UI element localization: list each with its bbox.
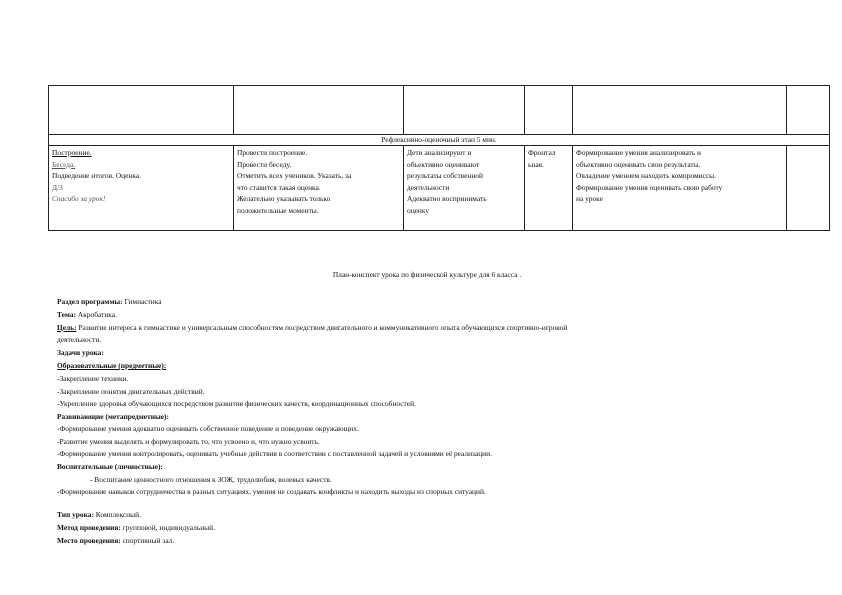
section-value: Гимнастика	[122, 297, 162, 306]
cell-text: ьная.	[528, 159, 544, 169]
empty-cell	[787, 146, 830, 231]
developmental-label: Развивающие (метапредметные):	[57, 412, 169, 421]
cell-text: Овладение умением находить компромиссы.	[576, 171, 716, 180]
upbringing-label: Воспитательные (личностные):	[57, 462, 163, 471]
developmental-item: -Формирование умения контролировать, оценивать учебные действия в соответствии с поставленной задачей и условиями её реализации.	[57, 449, 492, 458]
cell-text: деятельности	[407, 182, 450, 192]
topic-line	[57, 310, 117, 319]
cell-text: Беседа.	[52, 159, 76, 169]
lesson-type-value: Комплексный.	[93, 510, 141, 519]
cell-text: Дети анализируют и	[407, 148, 472, 157]
place-line	[57, 536, 174, 545]
cell-text: результаты собственной	[407, 171, 483, 180]
table-row	[49, 86, 830, 135]
educational-label: Образовательные (предметные):	[57, 361, 167, 370]
student-activity-cell	[404, 146, 525, 231]
cell-text: Провести беседу.	[237, 159, 292, 169]
plan-title: План-конспект урока по физической культуре для 6 класса .	[332, 270, 522, 279]
upbringing-item: -Формирование навыков сотрудничества в разных ситуациях, умения не создавать конфликты и находить выходы из спорных ситуаций.	[57, 487, 486, 496]
teacher-activity-cell	[234, 146, 404, 231]
cell-text: Спасибо за урок!	[52, 194, 106, 203]
educational-item: -Закрепление техники.	[57, 374, 129, 383]
cell-text: объективно оценивают	[407, 159, 480, 169]
cell-text: на уроке	[576, 194, 603, 203]
method-label: Метод проведения:	[57, 523, 121, 532]
stage-title: Рефлексивно-оценочный этап 5 мин.	[49, 135, 830, 146]
form-cell	[525, 146, 573, 231]
method-value: групповой, индивидуальный.	[120, 523, 215, 532]
cell-text: что ставится такая оценка.	[237, 182, 321, 192]
goal-line	[57, 323, 567, 332]
method-line	[57, 523, 215, 532]
goal-value: Развитие интереса к гимнастике и универсальным способностям посредством двигательного и коммуникативного опыта обучающихся спортивно-игровой	[76, 323, 568, 332]
lesson-type-line	[57, 510, 141, 519]
cell-text: оценку	[407, 205, 430, 215]
developmental-item: -Развитие умения выделять и формулировать то, что усвоено и, что нужно усвоить.	[57, 437, 320, 446]
educational-item: -Укрепление здоровья обучающихся посредством развития физических качеств, координационных способностей.	[57, 399, 416, 408]
section-line	[57, 297, 162, 306]
cell-text: Формирование умения анализировать и	[576, 148, 701, 157]
table-row	[49, 135, 830, 146]
lesson-table	[48, 85, 830, 231]
place-label: Место проведения:	[57, 536, 121, 545]
developmental-item: -Формирование умения адекватно оценивать собственное поведение и поведение окружающих.	[57, 424, 359, 433]
cell-text: Формирование умения оценивать свою работу	[576, 182, 723, 192]
section-label: Раздел программы:	[57, 297, 123, 306]
cell-text: Подведение итогов. Оценка.	[52, 171, 141, 180]
table-row	[49, 146, 830, 231]
cell-text: Желательно указывать только	[237, 194, 331, 203]
cell-text: положительные моменты.	[237, 205, 319, 215]
goal-continuation: деятельности.	[57, 335, 102, 344]
cell-text: Д/З	[52, 182, 63, 192]
cell-text: объективно оценивать свои результаты.	[576, 159, 701, 169]
cell-text: Фронтал	[528, 148, 556, 157]
topic-label: Тема:	[57, 310, 77, 319]
cell-text: Провести построение.	[237, 148, 308, 157]
goal-label: Цель:	[57, 323, 77, 332]
cell-text: Отметить всех учеников. Указать, за	[237, 171, 352, 180]
tasks-label: Задачи урока:	[57, 348, 104, 357]
teacher-stage-cell	[49, 146, 234, 231]
cell-text: Построение.	[52, 148, 92, 157]
uud-cell	[573, 146, 787, 231]
educational-item: -Закрепление понятия двигательных действий.	[57, 387, 205, 396]
place-value: спортивный зал.	[120, 536, 175, 545]
upbringing-item: - Воспитание ценностного отношения к ЗОЖ, трудолюбия, волевых качеств.	[90, 475, 332, 484]
topic-value: Акробатика.	[76, 310, 117, 319]
lesson-type-label: Тип урока:	[57, 510, 94, 519]
cell-text: Адекватно воспринимать	[407, 194, 487, 203]
